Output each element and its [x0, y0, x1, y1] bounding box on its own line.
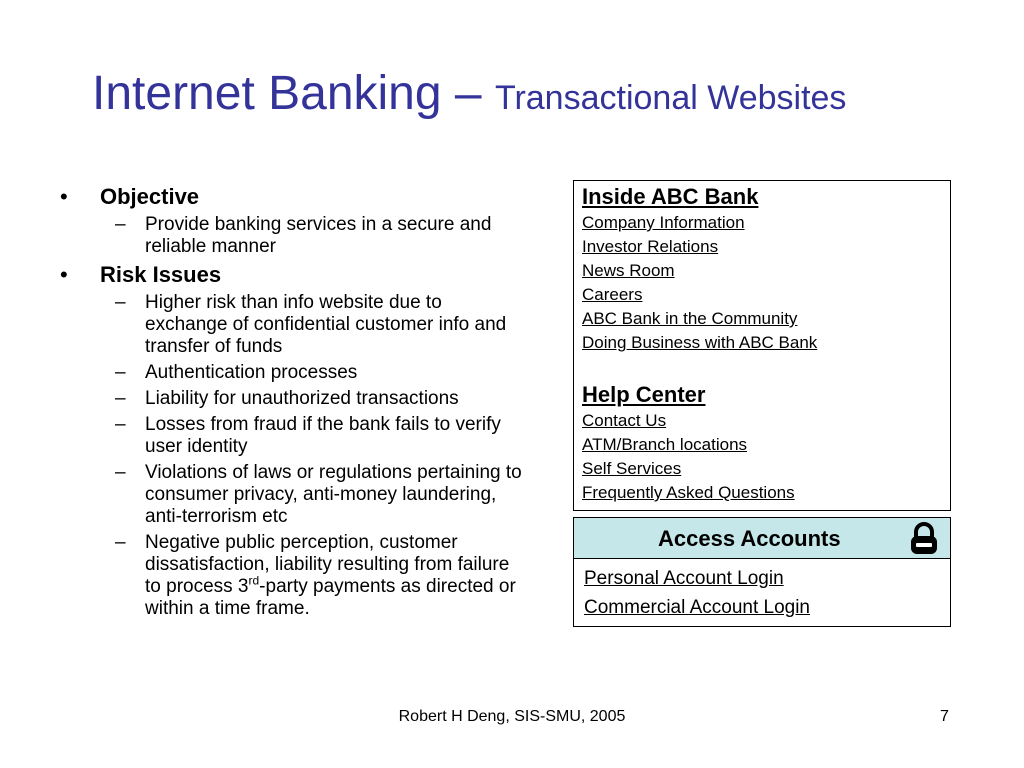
link-doing-business[interactable]: Doing Business with ABC Bank	[582, 333, 818, 352]
dash-marker: –	[115, 292, 126, 313]
sub-bullet-text: Liability for unauthorized transactions	[145, 388, 459, 409]
title-sub: Transactional Websites	[494, 79, 847, 117]
sub-bullet-text: Higher risk than info website due to exchange of confidential customer info and transfer of funds	[145, 292, 507, 357]
dash-marker: –	[115, 414, 126, 435]
link-news-room[interactable]: News Room	[582, 261, 675, 280]
lock-icon	[906, 521, 942, 557]
sub-bullet	[58, 388, 528, 410]
website-menu-panel	[573, 180, 951, 511]
sub-bullet-text-after: -party payments as directed or within a time frame.	[145, 576, 516, 619]
bullet-marker: •	[60, 262, 68, 287]
bullet-list	[58, 180, 528, 620]
page-number: 7	[940, 708, 949, 725]
section-spacer	[582, 355, 942, 381]
sub-bullet	[58, 362, 528, 384]
link-careers[interactable]: Careers	[582, 285, 643, 304]
sub-bullet	[58, 532, 528, 620]
dash-marker: –	[115, 362, 126, 383]
link-community[interactable]: ABC Bank in the Community	[582, 309, 798, 328]
sub-bullet	[58, 214, 528, 258]
bullet-objective	[58, 184, 528, 210]
ordinal-superscript: rd	[248, 573, 260, 588]
personal-login-link[interactable]: Personal Account Login	[584, 568, 784, 589]
link-investor-relations[interactable]: Investor Relations	[582, 237, 719, 256]
bullet-risk-issues	[58, 262, 528, 288]
link-atm-branch[interactable]: ATM/Branch locations	[582, 435, 748, 454]
help-center-heading: Help Center	[582, 382, 706, 407]
link-self-services[interactable]: Self Services	[582, 459, 682, 478]
link-company-information[interactable]: Company Information	[582, 213, 745, 232]
access-accounts-title: Access Accounts	[658, 526, 841, 551]
footer-credit: Robert H Deng, SIS-SMU, 2005	[398, 708, 626, 725]
sub-bullet-text: Authentication processes	[145, 362, 358, 383]
dash-marker: –	[115, 462, 126, 483]
access-accounts-header	[573, 517, 951, 559]
inside-bank-heading: Inside ABC Bank	[582, 184, 759, 209]
sub-bullet-text: Violations of laws or regulations pertaining to consumer privacy, anti-money laundering, anti-terrorism etc	[145, 462, 522, 527]
dash-marker: –	[115, 388, 126, 409]
commercial-login-link[interactable]: Commercial Account Login	[584, 597, 810, 618]
bullet-label: Objective	[100, 184, 200, 209]
sub-bullet-text: Provide banking services in a secure and reliable manner	[145, 214, 492, 257]
dash-marker: –	[115, 532, 126, 553]
title-main: Internet Banking –	[92, 67, 495, 120]
sub-bullet-text: Losses from fraud if the bank fails to verify user identity	[145, 414, 501, 457]
sub-bullet-text-before: Negative public perception, customer dissatisfaction, liability resulting from failure to process 3	[145, 532, 510, 597]
bullet-marker: •	[60, 184, 68, 209]
sub-bullet	[58, 462, 528, 528]
access-accounts-links	[573, 559, 951, 627]
link-faq[interactable]: Frequently Asked Questions	[582, 483, 795, 502]
sub-bullet	[58, 414, 528, 458]
sub-bullet	[58, 292, 528, 358]
slide-title	[92, 67, 992, 120]
link-contact-us[interactable]: Contact Us	[582, 411, 667, 430]
bullet-label: Risk Issues	[100, 262, 222, 287]
dash-marker: –	[115, 214, 126, 235]
